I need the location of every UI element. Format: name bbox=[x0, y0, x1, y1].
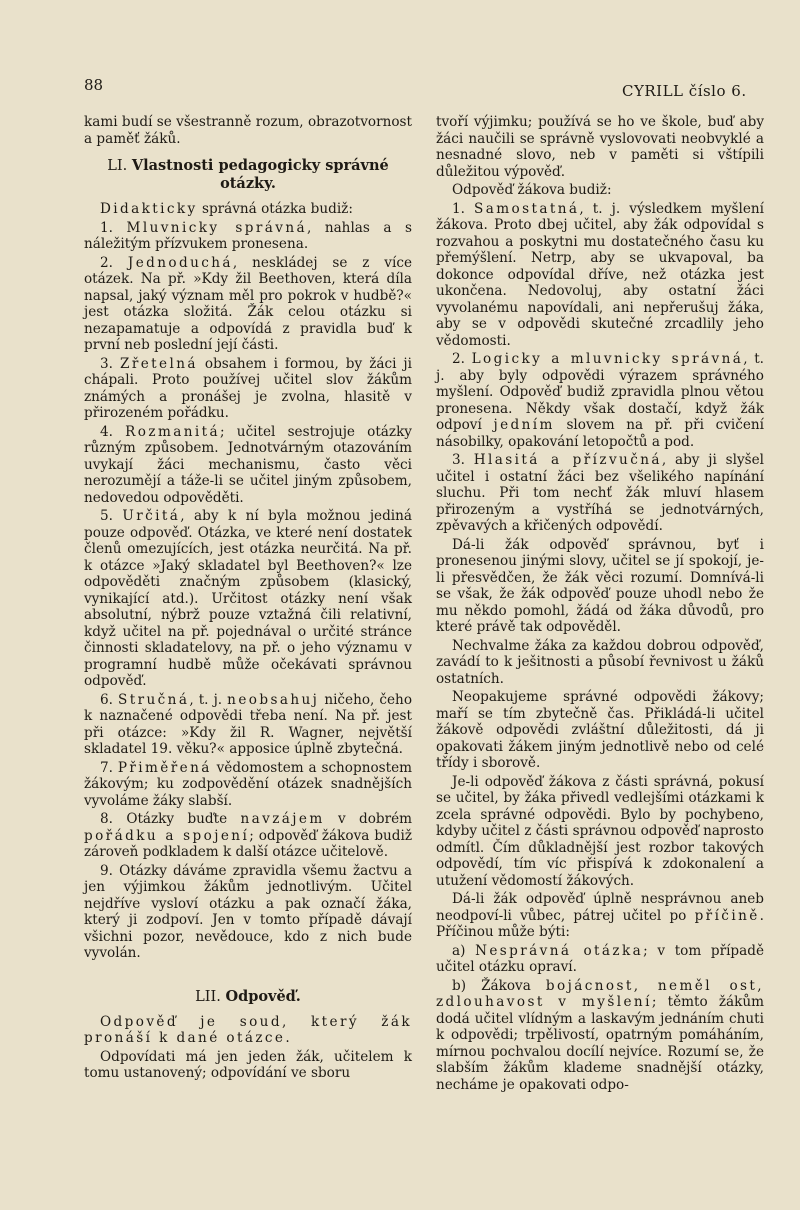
spaced-emphasis: Samostatná bbox=[474, 200, 580, 217]
paragraph: Odpovídati má jen jeden žák, učitelem k tomu ustanovený; odpovídání ve sboru bbox=[84, 1048, 412, 1081]
spaced-emphasis: navzájem bbox=[240, 811, 325, 827]
spaced-emphasis: Zřetelná bbox=[119, 355, 198, 372]
spaced-emphasis: jedním bbox=[493, 417, 555, 433]
paragraph: 4. Rozmanitá; učitel sestrojuje otázky různým způsobem. Jednotvárným otazováním uvykají žáci mechanismu, často věci nerozumějí a táže-li se učitel jiným způsobem, nedovedou odpověděti. bbox=[84, 423, 412, 506]
spaced-emphasis: Didakticky bbox=[100, 201, 198, 217]
spaced-emphasis: pořádku a spojení bbox=[84, 827, 250, 844]
spaced-emphasis: Logicky a mluvnicky správná bbox=[471, 351, 744, 367]
paragraph: 2. Logicky a mluvnicky správná, t. j. aby byly odpovědi výrazem správného myšlení. Odpověď budiž zpravidla plnou větou pronesena. Někdy však dostačí, když žák odpoví jedním slovem na př. při cvičení násobilky, opakování letopočtů a pod. bbox=[436, 351, 764, 450]
paragraph: 9. Otázky dáváme zpravidla všemu žactvu a jen výjimkou žákům jednotlivým. Učitel nejdříve vysloví otázku a pak označí žáka, který ji zodpoví. Jen v tomto případě dávají všichni pozor, nevědouce, kdo z nich bude vyvolán. bbox=[84, 862, 412, 961]
paragraph: 7. Přiměřená vědomostem a schopnostem žákovým; ku zodpovědění otázek snadnějších vyvoláme žáky slabší. bbox=[84, 759, 413, 809]
paragraph: Dá-li žák odpověď úplně nesprávnou aneb neodpoví-li vůbec, pátrej učitel po příčině. Příčinou může býti: bbox=[436, 891, 764, 940]
paragraph: Odpověď žákova budiž: bbox=[452, 182, 612, 198]
paragraph: Odpověď je soud, který žák pronáší k dané otázce. bbox=[84, 1013, 412, 1046]
section-heading bbox=[84, 157, 412, 193]
paragraph: tvoří výjimku; používá se ho ve škole, buď aby žáci naučili se správně vyslovovati neobvyklé a nesnadné slovo, neb v paměti si vštípili důležitou výpověď. bbox=[436, 114, 764, 180]
paragraph: Je-li odpověď žákova z části správná, pokusí se učitel, by žáka přivedl vedlejšími otázkami k zcela správné odpovědi. Bylo by pochybeno, kdyby učitel z části správnou odpověď naprosto odmítl. Čím důkladnější jest rozbor takových odpovědí, tím víc přispívá k zdokonalení a utužení vědomostí žákových. bbox=[436, 773, 764, 889]
paragraph: 1. Mluvnicky správná, nahlas a s náležitým přízvukem pronesena. bbox=[84, 219, 412, 252]
section-number: LII. bbox=[195, 988, 221, 1005]
paragraph: 2. Jednoduchá, neskládej se z více otázek. Na př. »Kdy žil Beethoven, která díla napsal, jaký význam měl pro pokrok v hudbě?« jest otázka složitá. Žák celou otázku si nezapamatuje a odpovídá z pravidla buď k první neb poslední její části. bbox=[84, 254, 412, 353]
spaced-emphasis: Hlasitá a přízvučná bbox=[473, 452, 662, 468]
spaced-emphasis: Rozmanitá bbox=[125, 423, 221, 440]
spaced-emphasis: Odpověď je soud, který žák pronáší k dané otázce bbox=[84, 1013, 412, 1046]
paragraph: Dá-li žák odpověď správnou, byť i pronesenou jinými slovy, učitel se jí spokojí, je-li přesvědčen, že žák věci rozumí. Domnívá-li se však, že žák odpověď pouze uhodl nebo že mu někdo pomohl, žádá od žáka důvodů, pro které právě tak odpověděl. bbox=[436, 536, 764, 635]
running-title: CYRILL číslo 6. bbox=[622, 82, 747, 100]
section-title: Vlastnosti pedagogicky správné otázky. bbox=[131, 157, 389, 192]
spaced-emphasis: Přiměřená bbox=[117, 759, 212, 776]
paragraph: 3. Hlasitá a přízvučná, aby ji slyšel učitel i ostatní žáci bez všelikého napínání sluchu. Při tom nechť žák mluví hlasem přirozeným a vystříhá se jednotvárných, zpěvavých a křičených odpovědí. bbox=[436, 452, 764, 534]
paragraph: Nechvalme žáka za každou dobrou odpověď, zavádí to k ješitnosti a působí řevnivost u žáků ostatních. bbox=[436, 637, 764, 687]
paragraph: Neopakujeme správné odpovědi žákovy; maří se tím zbytečně čas. Přikládá-li učitel žákově odpovědi zvláštní důležitosti, dá ji opakovati žákem jiným jednotlivě nebo od celé třídy i sborově. bbox=[436, 689, 764, 771]
spaced-emphasis: příčině bbox=[694, 907, 760, 924]
spaced-emphasis: Stručná bbox=[118, 691, 190, 708]
paragraph: 6. Stručná, t. j. neobsahuj ničeho, čeho k naznačené odpovědi třeba není. Na př. jest při otázce: »Kdy žil R. Wagner, největší skladatel 19. věku?« apposice úplně zbytečná. bbox=[84, 691, 412, 757]
spaced-emphasis: Mluvnicky správná bbox=[126, 219, 307, 236]
paragraph: 3. Zřetelná obsahem i formou, by žáci ji chápali. Proto používej učitel slov žákům známých a pronášej je zvolna, hlasitě v přirozeném pořádku. bbox=[84, 355, 412, 421]
spaced-emphasis: Nesprávná otázka bbox=[475, 942, 644, 959]
page-number: 88 bbox=[84, 76, 104, 94]
spaced-emphasis: Jednoduchá bbox=[127, 254, 233, 271]
paragraph: 8. Otázky buďte navzájem v dobrém pořádku a spojení; odpověď žákova budiž zároveň podkladem k další otázce učitelově. bbox=[84, 811, 413, 860]
paragraph: kami budí se všestranně rozum, obrazotvornost a paměť žáků. bbox=[84, 114, 412, 147]
paragraph: 5. Určitá, aby k ní byla možnou jediná pouze odpověď. Otázka, ve které není dostatek členů omezujících, jest otázka neurčitá. Na př. k otázce »Jaký skladatel byl Beethoven?« lze odpověděti značným způsobem (klasický, vynikající atd.). Určitost otázky není však absolutní, nýbrž pouze vztažná čili relativní, když učitel na př. pojednával o určité stránce činnosti skladatelovy, na př. o jeho významu v programní hudbě může očekávati správnou odpověď. bbox=[84, 508, 412, 689]
spaced-emphasis: Určitá bbox=[122, 508, 181, 524]
spaced-emphasis: neobsahuj bbox=[227, 691, 320, 708]
section-number: LI. bbox=[107, 158, 128, 174]
section-title: Odpověď. bbox=[225, 987, 301, 1005]
paragraph: a) Nesprávná otázka; v tom případě učitel otázku opraví. bbox=[436, 942, 764, 975]
spaced-emphasis: bojácnost, neměl ost, zdlouhavost v myšlení bbox=[436, 977, 764, 1010]
paragraph: 1. Samostatná, t. j. výsledkem myšlení žákova. Proto dbej učitel, aby žák odpovídal s rozvahou a poskytni mu dostatečného času ku přemýšlení. Netrp, aby se ukvapoval, ba dokonce odpovídal dříve, než otázka jest ukončena. Nedovoluj, aby ostatní žáci vyvolanému napovídali, ani nepřerušuj žáka, aby se v odpovědi skutečné zrcadlily jeho vědomosti. bbox=[436, 200, 764, 349]
paragraph: Didakticky správná otázka budiž: bbox=[100, 201, 353, 217]
section-heading bbox=[84, 988, 412, 1006]
right-column bbox=[436, 114, 764, 1095]
left-column bbox=[84, 114, 412, 1084]
paragraph: b) Žákova bojácnost, neměl ost, zdlouhavost v myšlení; těmto žákům dodá učitel vlídným a laskavým jednáním chuti k odpovědi; trpělivostí, opatrným pomáháním, mírnou pochvalou docílí nejvíce. Rozumí se, že slabším žákům klademe snadnější otázky, necháme je opakovati odpo- bbox=[436, 977, 764, 1093]
